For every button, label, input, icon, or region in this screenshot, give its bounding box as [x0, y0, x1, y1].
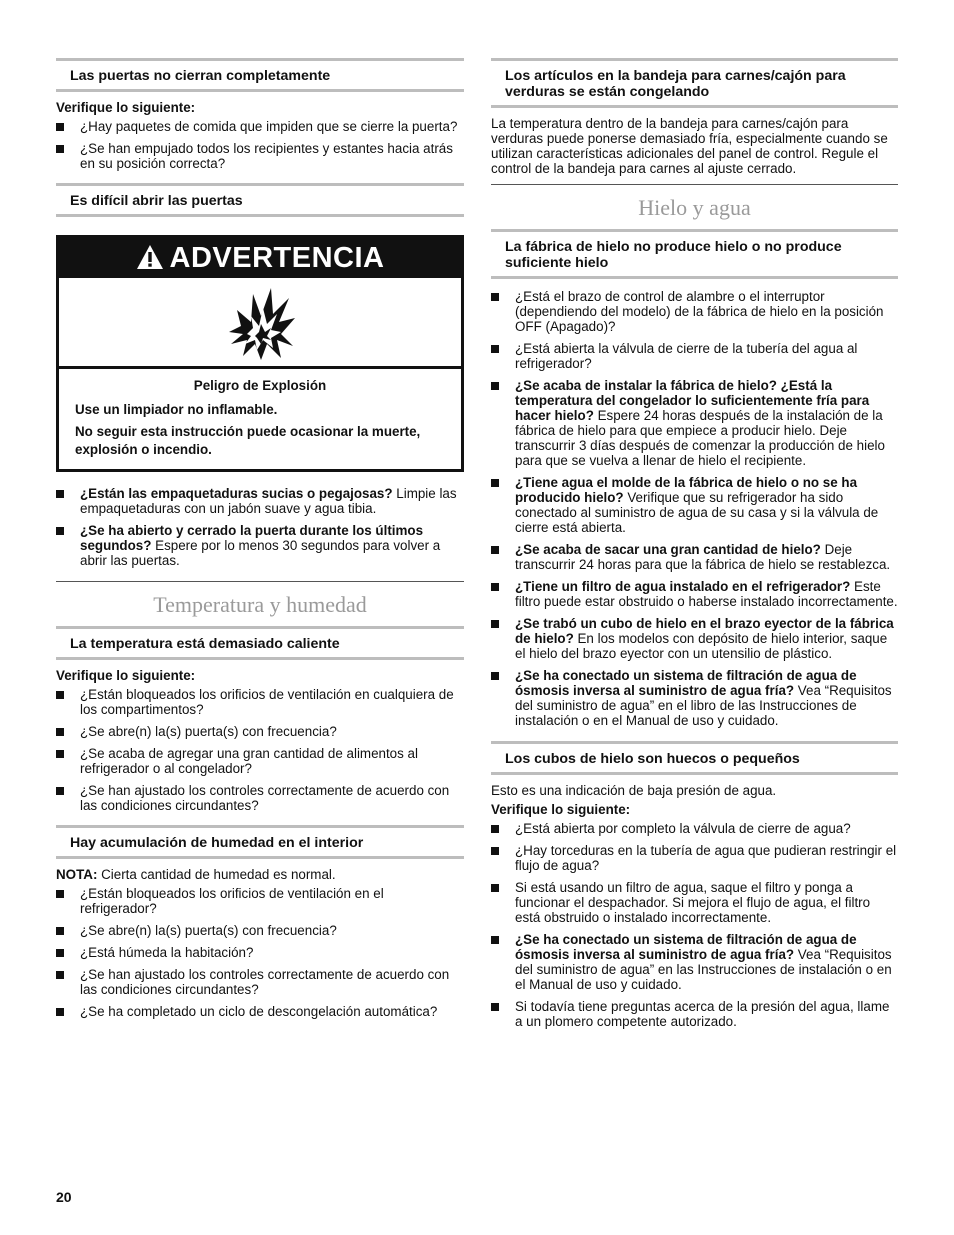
list-item: ¿Se acaba de instalar la fábrica de hielo? ¿Está la temperatura del congelador lo suficientemente fría para hacer hielo? Espere 24 horas después de la instalación de la fábrica de hielo para que empiece a producir hielo. Deje transcurrir 3 días después de comenzar la producción de hielo para que se vuelva a llenar de hielo el recipiente.: [491, 378, 898, 468]
warning-title: Peligro de Explosión: [193, 378, 327, 393]
bullet-icon: [491, 620, 499, 628]
right-column: [491, 58, 898, 1036]
doors-heading: Las puertas no cierran completamente: [56, 58, 464, 92]
too-warm-list: [56, 687, 464, 813]
warning-box: [56, 235, 464, 472]
bullet-icon: [56, 728, 64, 736]
moisture-heading: Hay acumulación de humedad en el interior: [56, 825, 464, 859]
list-item: ¿Se han ajustado los controles correctamente de acuerdo con las condiciones circundantes?: [56, 783, 464, 813]
list-item: ¿Están bloqueados los orificios de ventilación en el refrigerador?: [56, 886, 464, 916]
list-item: ¿Tiene agua el molde de la fábrica de hielo o no se ha producido hielo? Verifique que su refrigerador ha sido conectado al suministro de agua de su casa y si la válvula de cierre está abierta.: [491, 475, 898, 535]
warning-body: [59, 369, 461, 469]
list-item: ¿Se han empujado todos los recipientes y estantes hacia atrás en su posición correcta?: [56, 141, 464, 171]
no-ice-list: [491, 289, 898, 728]
list-item: ¿Está húmeda la habitación?: [56, 945, 464, 960]
warning-line-2: No seguir esta instrucción puede ocasionar la muerte, explosión o incendio.: [75, 424, 421, 457]
doors-check-label: Verifique lo siguiente:: [56, 100, 196, 115]
list-item: ¿Está abierta por completo la válvula de cierre de agua?: [491, 821, 898, 836]
ice-section-title: Hielo y agua: [491, 184, 898, 229]
list-item: ¿Se han ajustado los controles correctamente de acuerdo con las condiciones circundantes?: [56, 967, 464, 997]
list-item: ¿Se abre(n) la(s) puerta(s) con frecuencia?: [56, 923, 464, 938]
temperature-section-title: Temperatura y humedad: [56, 581, 464, 626]
hollow-heading: Los cubos de hielo son huecos o pequeños: [491, 741, 898, 775]
list-item: ¿Se abre(n) la(s) puerta(s) con frecuencia?: [56, 724, 464, 739]
list-item: ¿Se ha completado un ciclo de descongelación automática?: [56, 1004, 464, 1019]
moisture-note: NOTA: Cierta cantidad de humedad es normal.: [56, 867, 336, 882]
bullet-icon: [491, 583, 499, 591]
bullet-icon: [491, 293, 499, 301]
bullet-icon: [491, 672, 499, 680]
list-item: ¿Están bloqueados los orificios de ventilación en cualquiera de los compartimentos?: [56, 687, 464, 717]
bullet-icon: [56, 949, 64, 957]
bullet-icon: [56, 691, 64, 699]
bullet-icon: [56, 890, 64, 898]
bullet-icon: [56, 123, 64, 131]
freezing-text: La temperatura dentro de la bandeja para carnes/cajón para verduras puede ponerse demasiado fría, especialmente cuando se utilizan características adicionales del panel de control. Regule el control de la bandeja para carnes al ajuste cerrado.: [491, 116, 888, 176]
too-warm-check-label: Verifique lo siguiente:: [56, 668, 196, 683]
bullet-icon: [56, 750, 64, 758]
page-number: 20: [56, 1189, 72, 1205]
list-item: ¿Se ha conectado un sistema de filtración de agua de ósmosis inversa al suministro de agua fría? Vea “Requisitos del suministro de agua” en las Instrucciones de instalación o en el Manual de uso y cuidado.: [491, 932, 898, 992]
list-item: ¿Hay torceduras en la tubería de agua que pudieran restringir el flujo de agua?: [491, 843, 898, 873]
bullet-icon: [491, 936, 499, 944]
bullet-icon: [56, 1008, 64, 1016]
list-item: ¿Se ha abierto y cerrado la puerta durante los últimos segundos? Espere por lo menos 30 segundos para volver a abrir las puertas.: [56, 523, 464, 568]
bullet-icon: [56, 490, 64, 498]
bullet-icon: [56, 145, 64, 153]
bullet-icon: [56, 527, 64, 535]
hard-open-heading: Es difícil abrir las puertas: [56, 183, 464, 217]
list-item: ¿Tiene un filtro de agua instalado en el refrigerador? Este filtro puede estar obstruido o haberse instalado incorrectamente.: [491, 579, 898, 609]
bullet-icon: [491, 546, 499, 554]
too-warm-heading: La temperatura está demasiado caliente: [56, 626, 464, 660]
explosion-icon: [223, 286, 303, 362]
list-item: Si está usando un filtro de agua, saque el filtro y ponga a funcionar el despachador. Si mejora el flujo de agua, el filtro está obstruido o instalado incorrectamente.: [491, 880, 898, 925]
list-item: ¿Está abierta la válvula de cierre de la tubería del agua al refrigerador?: [491, 341, 898, 371]
warning-header: ADVERTENCIA: [59, 238, 461, 278]
hollow-check-label: Verifique lo siguiente:: [491, 802, 631, 817]
bullet-icon: [56, 787, 64, 795]
list-item: ¿Se trabó un cubo de hielo en el brazo eyector de la fábrica de hielo? En los modelos con depósito de hielo interior, saque el hielo del brazo eyector con un utensilio de plástico.: [491, 616, 898, 661]
explosion-pictogram: [59, 278, 461, 369]
bullet-icon: [491, 382, 499, 390]
hollow-list: [491, 821, 898, 1029]
list-item: ¿Hay paquetes de comida que impiden que se cierre la puerta?: [56, 119, 464, 134]
warning-triangle-icon: [136, 244, 164, 270]
list-item: Si todavía tiene preguntas acerca de la presión del agua, llame a un plomero competente autorizado.: [491, 999, 898, 1029]
freezing-heading: Los artículos en la bandeja para carnes/cajón para verduras se están congelando: [491, 58, 898, 108]
bullet-icon: [491, 847, 499, 855]
warning-line-1: Use un limpiador no inflamable.: [75, 402, 278, 417]
bullet-icon: [491, 884, 499, 892]
bullet-icon: [56, 927, 64, 935]
bullet-icon: [491, 825, 499, 833]
list-item: ¿Está el brazo de control de alambre o el interruptor (dependiendo del modelo) de la fábrica de hielo en la posición OFF (Apagado)?: [491, 289, 898, 334]
moisture-list: [56, 886, 464, 1019]
no-ice-heading: La fábrica de hielo no produce hielo o no produce suficiente hielo: [491, 229, 898, 279]
list-item: ¿Están las empaquetaduras sucias o pegajosas? Limpie las empaquetaduras con un jabón suave y agua tibia.: [56, 486, 464, 516]
list-item: ¿Se acaba de sacar una gran cantidad de hielo? Deje transcurrir 24 horas para que la fábrica de hielo se restablezca.: [491, 542, 898, 572]
gaskets-list: [56, 486, 464, 568]
bullet-icon: [491, 1003, 499, 1011]
bullet-icon: [491, 479, 499, 487]
list-item: ¿Se ha conectado un sistema de filtración de agua de ósmosis inversa al suministro de agua fría? Vea “Requisitos del suministro de agua” en el libro de las Instrucciones de instalación o en el Manual de uso y cuidado.: [491, 668, 898, 728]
hollow-intro: Esto es una indicación de baja presión de agua.: [491, 783, 777, 798]
bullet-icon: [56, 971, 64, 979]
bullet-icon: [491, 345, 499, 353]
doors-list: [56, 119, 464, 171]
left-column: [56, 58, 464, 1026]
list-item: ¿Se acaba de agregar una gran cantidad de alimentos al refrigerador o al congelador?: [56, 746, 464, 776]
